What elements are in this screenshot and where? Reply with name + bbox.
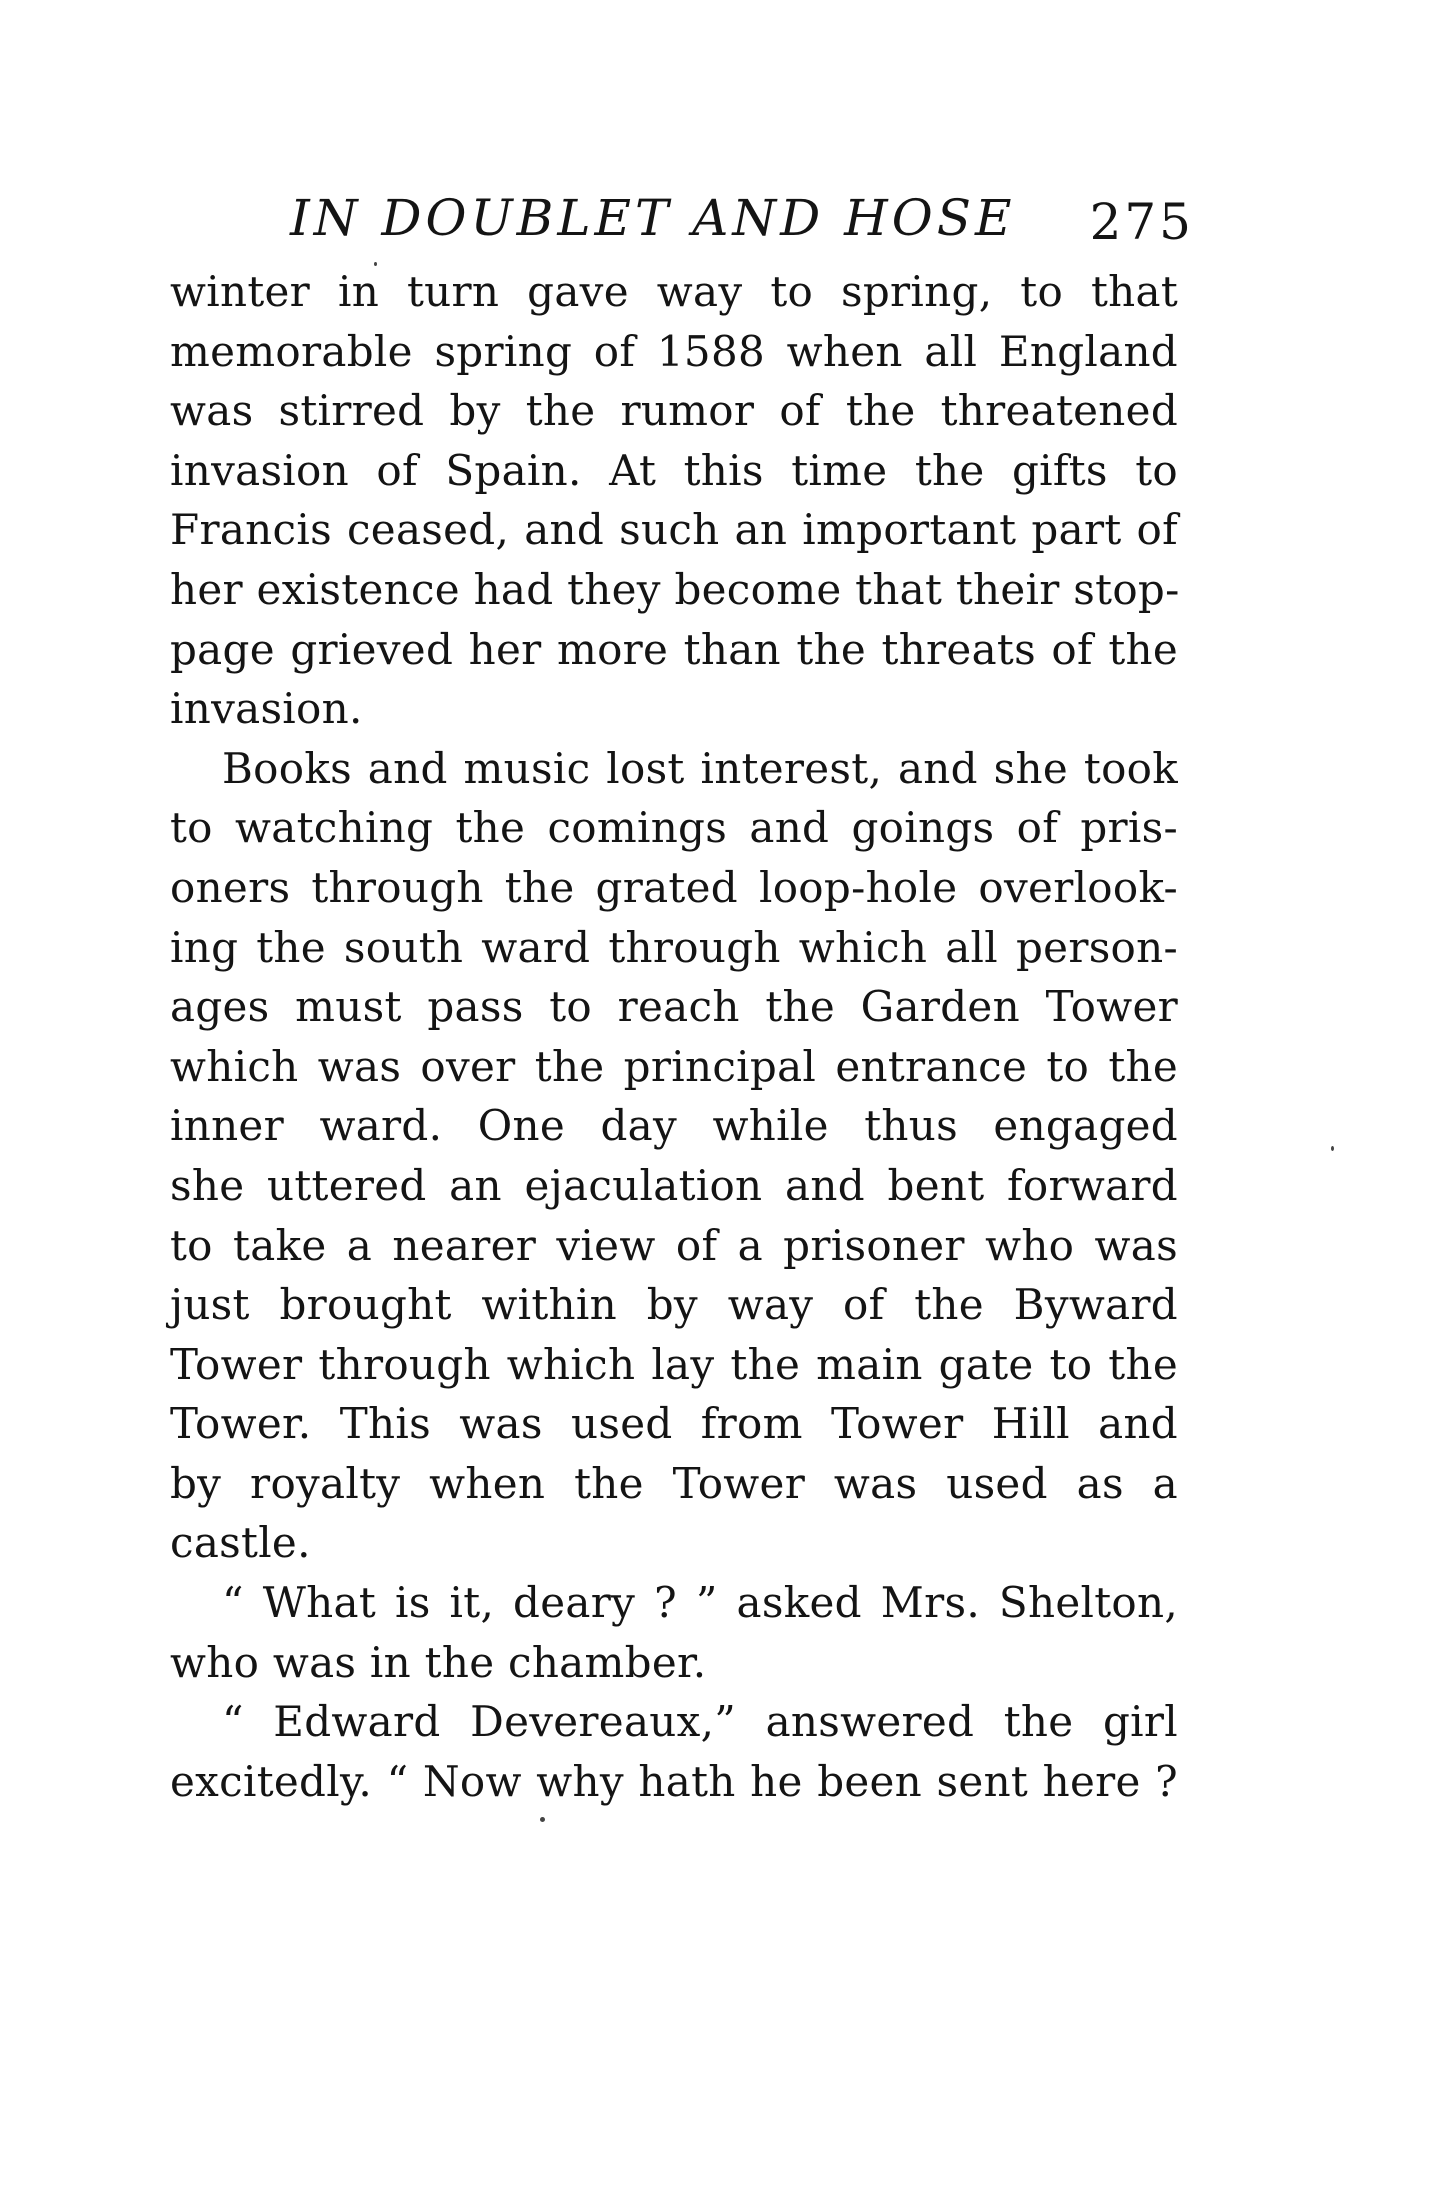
running-title: IN DOUBLET AND HOSE [290, 189, 1016, 247]
text-line: ing the south ward through which all person- [170, 922, 1178, 972]
text-line: was stirred by the rumor of the threatened [170, 386, 1178, 436]
text-line: page grieved her more than the threats of the [170, 624, 1178, 674]
text-line: to watching the comings and goings of pris- [170, 803, 1178, 853]
text-line: invasion of Spain. At this time the gifts to [170, 445, 1178, 495]
print-speck [374, 262, 377, 266]
text-line: winter in turn gave way to spring, to that [170, 267, 1178, 316]
text-line: Francis ceased, and such an important part of [170, 505, 1178, 555]
text-line: “ What is it, deary ? ” asked Mrs. Shelton, [222, 1578, 1178, 1628]
text-line: to take a nearer view of a prisoner who was [170, 1220, 1178, 1270]
text-line: just brought within by way of the Byward [170, 1280, 1178, 1330]
text-line: which was over the principal entrance to the [170, 1041, 1178, 1091]
text-line: she uttered an ejaculation and bent forward [170, 1160, 1178, 1210]
text-line: Tower. This was used from Tower Hill and [170, 1399, 1178, 1449]
text-line: inner ward. One day while thus engaged [170, 1101, 1178, 1151]
text-line: castle. [170, 1518, 311, 1568]
text-line: by royalty when the Tower was used as a [170, 1458, 1178, 1508]
text-line: her existence had they become that their stop- [170, 564, 1180, 614]
text-line: Tower through which lay the main gate to the [170, 1339, 1178, 1389]
text-line: ages must pass to reach the Garden Tower [170, 982, 1178, 1032]
text-line: excitedly. “ Now why hath he been sent here ? [170, 1756, 1178, 1806]
text-line: “ Edward Devereaux,” answered the girl [222, 1697, 1178, 1747]
page-header [290, 186, 1194, 256]
text-line: memorable spring of 1588 when all England [170, 326, 1178, 376]
print-speck [1331, 1146, 1334, 1151]
text-line: invasion. [170, 684, 363, 734]
text-line: oners through the grated loop-hole overlook- [170, 862, 1178, 912]
body-text [170, 262, 1178, 1811]
text-line: Books and music lost interest, and she took [222, 743, 1178, 793]
page-number: 275 [1089, 193, 1194, 251]
text-line: who was in the chamber. [170, 1637, 707, 1687]
print-speck [540, 1817, 545, 1822]
